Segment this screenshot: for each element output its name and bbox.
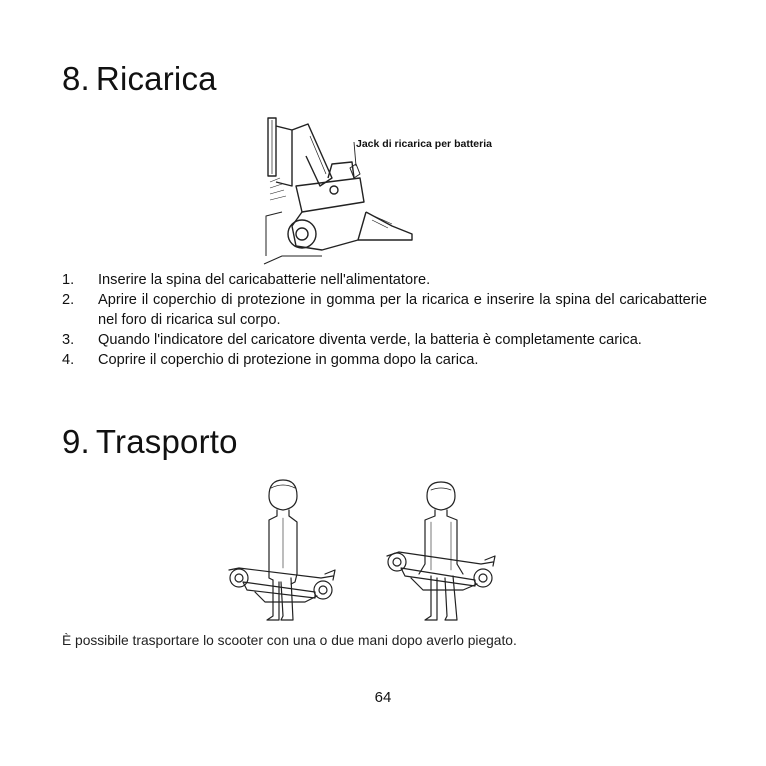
step-text: Coprire il coperchio di protezione in gomma dopo la carica. (98, 352, 479, 368)
section-number: 8. (62, 60, 90, 97)
transport-caption: È possibile trasportare lo scooter con una o due mani dopo averlo piegato. (62, 633, 517, 648)
step-text: Aprire il coperchio di protezione in gomma per la ricarica e inserire la spina del caricabatterie nel foro di ricarica sul corpo. (98, 292, 707, 328)
step-number: 3. (62, 332, 75, 348)
folded-scooter-two (387, 552, 495, 590)
section-number: 9. (62, 423, 90, 460)
step-number: 4. (62, 352, 75, 368)
section-9-heading (62, 425, 238, 458)
step-number: 1. (62, 272, 75, 288)
person-two-hands-figure (419, 482, 463, 620)
step-number: 2. (62, 292, 75, 308)
section-title: Trasporto (95, 423, 238, 460)
step-text: Quando l'indicatore del caricatore diventa verde, la batteria è completamente carica. (98, 332, 642, 348)
section-8-heading (62, 62, 217, 95)
charging-jack-label: Jack di ricarica per batteria (356, 138, 492, 150)
list-item (62, 350, 707, 370)
section-title: Ricarica (95, 60, 217, 97)
person-one-hand-figure (267, 480, 297, 620)
charging-steps-list (62, 270, 707, 370)
list-item (62, 330, 707, 350)
list-item (62, 270, 707, 290)
page-number: 64 (374, 689, 392, 706)
list-item (62, 290, 707, 330)
step-text: Inserire la spina del caricabatterie nell'alimentatore. (98, 272, 431, 288)
transport-illustration (225, 478, 525, 623)
